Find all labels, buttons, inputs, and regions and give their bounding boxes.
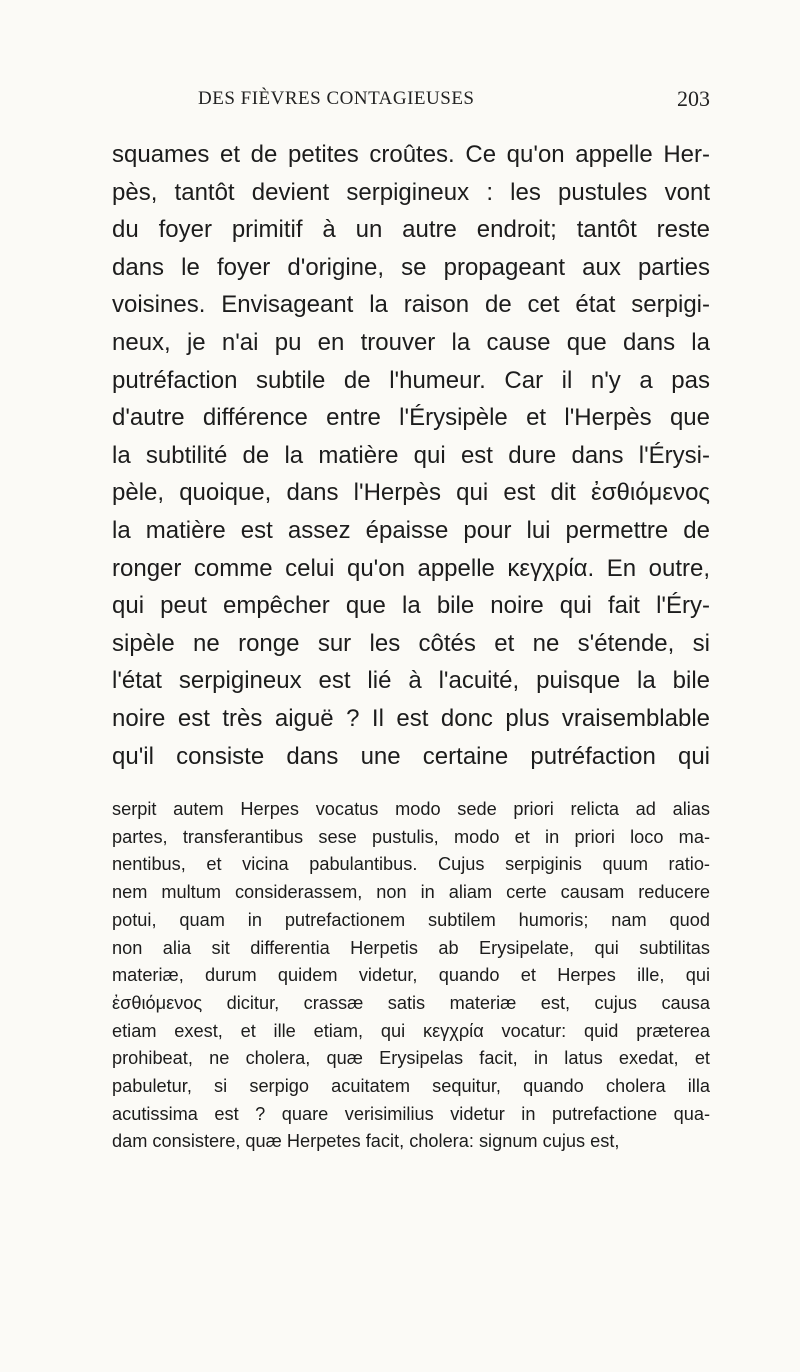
text-line: qui peut empêcher que la bile noire qui fait l'Éry- (112, 592, 710, 620)
text-line: squames et de petites croûtes. Ce qu'on appelle Her- (112, 141, 710, 168)
text-line: qu'il consiste dans une certaine putréfaction qui (112, 742, 710, 770)
text-line: d'autre différence entre l'Érysipèle et l'Herpès que (112, 404, 710, 432)
text-line: la matière est assez épaisse pour lui permettre de (112, 516, 710, 544)
latin-line: prohibeat, ne cholera, quæ Erysipelas facit, in latus exedat, et (112, 1048, 710, 1069)
latin-text-block (112, 796, 710, 1156)
latin-line: serpit autem Herpes vocatus modo sede priori relicta ad alias (112, 799, 710, 819)
page-header (112, 88, 710, 118)
text-line: neux, je n'ai pu en trouver la cause que dans la (112, 328, 710, 356)
latin-line: nentibus, et vicina pabulantibus. Cujus serpiginis quum ratio- (112, 854, 710, 875)
latin-line: partes, transferantibus sese pustulis, modo et in priori loco ma- (112, 826, 710, 847)
text-line: noire est très aiguë ? Il est donc plus vraisemblable (112, 704, 710, 732)
running-title: DES FIÈVRES CONTAGIEUSES (198, 88, 475, 109)
latin-line: potui, quam in putrefactionem subtilem humoris; nam quod (112, 909, 710, 930)
latin-line: acutissima est ? quare verisimilius videtur in putrefactione qua- (112, 1103, 710, 1124)
text-line: dans le foyer d'origine, se propageant aux parties (112, 253, 710, 281)
text-line: ronger comme celui qu'on appelle κεγχρία. En outre, (112, 554, 710, 582)
text-line: du foyer primitif à un autre endroit; tantôt reste (112, 216, 710, 244)
text-line: voisines. Envisageant la raison de cet état serpigi- (112, 291, 710, 319)
text-line: l'état serpigineux est lié à l'acuité, puisque la bile (112, 667, 710, 695)
latin-line: materiæ, durum quidem videtur, quando et Herpes ille, qui (112, 965, 710, 986)
latin-line: non alia sit differentia Herpetis ab Erysipelate, qui subtilitas (112, 937, 710, 958)
page-number: 203 (677, 86, 710, 111)
text-line: sipèle ne ronge sur les côtés et ne s'étende, si (112, 629, 710, 657)
latin-line: dam consistere, quæ Herpetes facit, cholera: signum cujus est, (112, 1131, 620, 1152)
french-text-block (112, 136, 710, 775)
text-line: la subtilité de la matière qui est dure dans l'Érysi- (112, 441, 710, 469)
text-line: pèle, quoique, dans l'Herpès qui est dit ἐσθιόμενος (112, 479, 710, 507)
text-line: pès, tantôt devient serpigineux : les pustules vont (112, 178, 710, 206)
latin-line: ἐσθιόμενος dicitur, crassæ satis materiæ est, cujus causa (112, 992, 710, 1013)
latin-line: etiam exest, et ille etiam, qui κεγχρία vocatur: quid præterea (112, 1020, 710, 1041)
latin-line: nem multum considerassem, non in aliam certe causam reducere (112, 882, 710, 903)
text-line: putréfaction subtile de l'humeur. Car il n'y a pas (112, 366, 710, 394)
latin-line: pabuletur, si serpigo acuitatem sequitur, quando cholera illa (112, 1076, 710, 1097)
